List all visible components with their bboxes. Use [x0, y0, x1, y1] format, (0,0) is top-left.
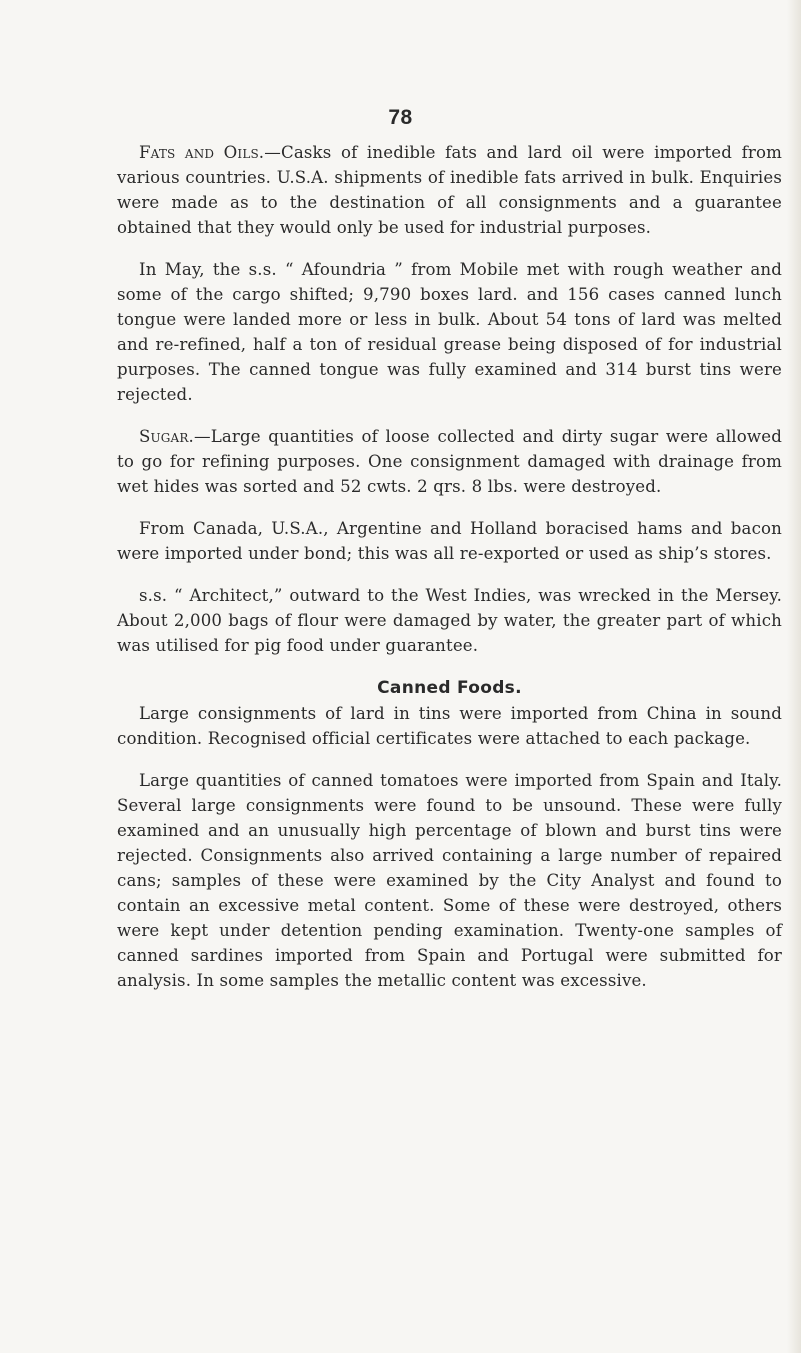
paragraph-afoundria: In May, the s.s. “ Afoundria ” from Mobile met with rough weather and some of the cargo shifted; 9,790 boxes lard. and 156 cases canned lunch tongue were landed more or less in bulk. About 54 tons of lard was melted and re-refined, half a ton of residual grease being disposed of for industrial purposes. The canned tongue was fully examined and 314 burst tins were rejected. [117, 260, 782, 404]
paragraph-canned-tomatoes: Large quantities of canned tomatoes were imported from Spain and Italy. Several large consignments were found to be unsound. These were fully examined and an unusually high percentage of blown and burst tins were rejected. Consignments also arrived containing a large number of repaired cans; samples of these were examined by the City Analyst and found to contain an excessive metal content. Some of these were destroyed, others were kept under detention pending examination. Twenty-one samples of canned sardines imported from Spain and Portugal were submitted for analysis. In some samples the metallic content was excessive. [117, 771, 782, 990]
run-in-heading-sugar: Sugar. [139, 427, 194, 446]
paragraph-text: —Large quantities of loose collected and dirty sugar were allowed to go for refining purposes. One consignment damaged with drainage from wet hides was sorted and 52 cwts. 2 qrs. 8 lbs. were destroyed. [117, 427, 782, 496]
page-number: 78 [388, 106, 413, 129]
paragraph-hams-bacon: From Canada, U.S.A., Argentine and Holland boracised hams and bacon were imported under bond; this was all re-exported or used as ship’s stores. [117, 519, 782, 563]
paragraph-architect: s.s. “ Architect,” outward to the West Indies, was wrecked in the Mersey. About 2,000 bags of flour were damaged by water, the greater part of which was utilised for pig food under guarantee. [117, 586, 782, 655]
paragraph-text: —Casks of inedible fats and lard oil were imported from various countries. U.S.A. shipments of inedible fats arrived in bulk. Enquiries were made as to the destination of all consignments and a guarantee obtained that they would only be used for industrial purposes. [117, 143, 782, 237]
run-in-heading-fats-and-oils: Fats and Oils. [139, 143, 265, 162]
body-text [117, 140, 782, 1010]
paragraph-fats-and-oils [117, 140, 782, 240]
page-edge-shadow [787, 0, 801, 1353]
paragraph-lard-tins: Large consignments of lard in tins were imported from China in sound condition. Recognised official certificates were attached to each package. [117, 704, 782, 748]
section-heading-canned-foods: Canned Foods. [377, 678, 522, 698]
paragraph-sugar [117, 424, 782, 499]
